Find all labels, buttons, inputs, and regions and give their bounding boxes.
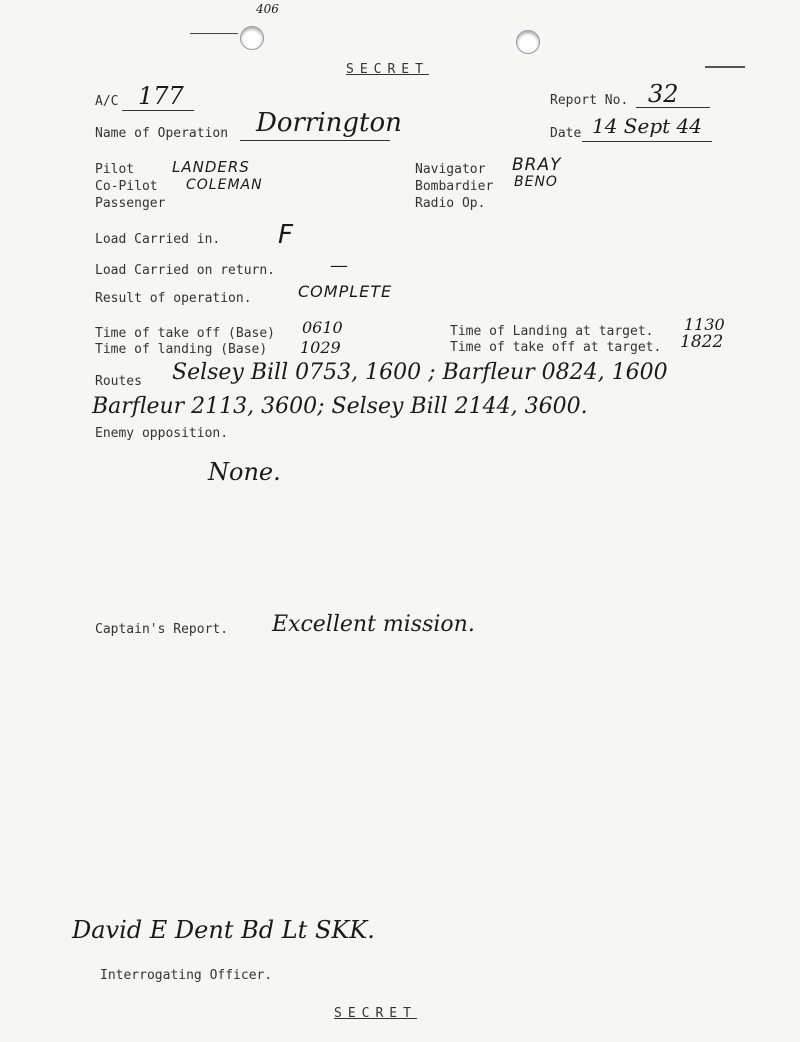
punch-hole-left [240, 26, 264, 50]
navigator-label: Navigator [415, 162, 486, 177]
landing-target-value: 1130 [684, 315, 725, 334]
routes-line-2: Barfleur 2113, 3600; Selsey Bill 2144, 3600. [92, 394, 588, 419]
takeoff-base-value: 0610 [302, 318, 343, 337]
enemy-opposition-value: None. [208, 458, 281, 486]
copilot-value: COLEMAN [186, 177, 263, 193]
date-underline [582, 141, 712, 142]
date-value: 14 Sept 44 [592, 114, 702, 138]
takeoff-target-label: Time of take off at target. [450, 340, 662, 355]
pilot-value: LANDERS [172, 158, 250, 176]
radio-op-label: Radio Op. [415, 196, 486, 211]
punch-hole-right [516, 30, 540, 54]
report-no-value: 32 [648, 80, 679, 108]
bombardier-value: BENO [514, 174, 558, 190]
enemy-opposition-label: Enemy opposition. [95, 426, 229, 441]
load-in-value: F [278, 220, 294, 250]
ac-underline [122, 110, 194, 111]
result-label: Result of operation. [95, 291, 252, 306]
load-return-value: — [330, 255, 348, 276]
report-no-underline [636, 107, 710, 108]
copilot-label: Co-Pilot [95, 179, 158, 194]
officer-signature: David E Dent Bd Lt SKK. [72, 916, 375, 944]
report-no-label: Report No. [550, 93, 629, 108]
load-return-label: Load Carried on return. [95, 263, 276, 278]
edge-mark [705, 66, 745, 68]
ac-label: A/C [95, 94, 119, 109]
captain-report-label: Captain's Report. [95, 622, 229, 637]
takeoff-base-label: Time of take off (Base) [95, 326, 276, 341]
operation-value: Dorrington [256, 108, 402, 138]
landing-base-value: 1029 [300, 338, 341, 357]
landing-base-label: Time of landing (Base) [95, 342, 268, 357]
passenger-label: Passenger [95, 196, 166, 211]
takeoff-target-value: 1822 [680, 332, 724, 352]
bombardier-label: Bombardier [415, 179, 494, 194]
date-label: Date [550, 126, 582, 141]
load-in-label: Load Carried in. [95, 232, 221, 247]
page-mark [190, 33, 238, 34]
ac-value: 177 [138, 82, 184, 110]
routes-line-1: Selsey Bill 0753, 1600 ; Barfleur 0824, 1600 [172, 360, 668, 385]
operation-label: Name of Operation [95, 126, 229, 141]
landing-target-label: Time of Landing at target. [450, 324, 654, 339]
pilot-label: Pilot [95, 162, 135, 177]
interrogating-officer-label: Interrogating Officer. [100, 968, 273, 983]
routes-label: Routes [95, 374, 142, 389]
captain-report-value: Excellent mission. [272, 612, 475, 637]
page-number: 406 [256, 2, 279, 16]
classification-footer: SECRET [334, 1006, 417, 1021]
result-value: COMPLETE [298, 282, 393, 301]
classification-header: SECRET [346, 62, 429, 77]
operation-underline [240, 140, 390, 141]
navigator-value: BRAY [512, 155, 562, 175]
